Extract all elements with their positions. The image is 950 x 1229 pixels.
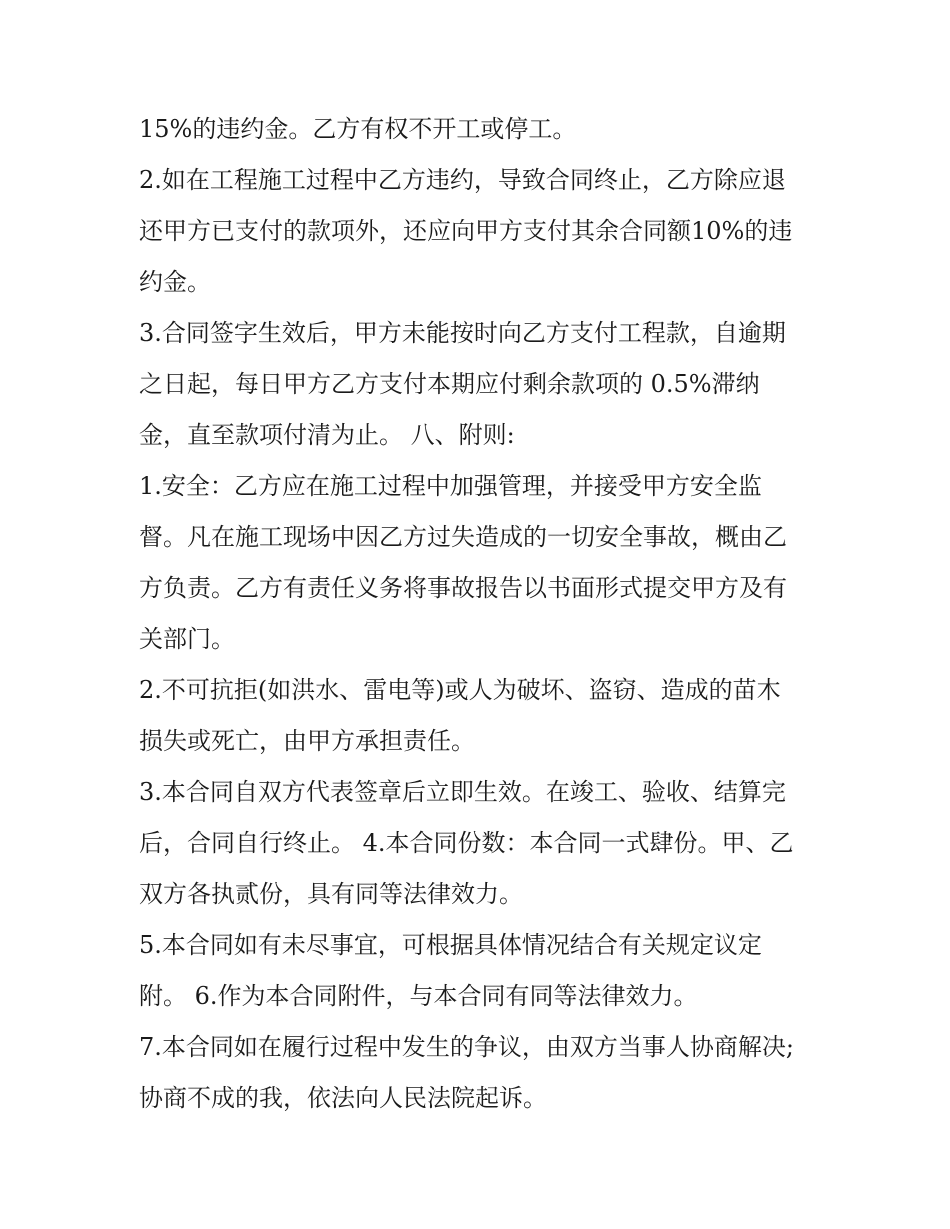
text-line: 还甲方已支付的款项外，还应向甲方支付其余合同额10%的违 (139, 217, 793, 245)
text-line: 督。凡在施工现场中因乙方过失造成的一切安全事故，概由乙 (139, 523, 787, 551)
text-line: 3.合同签字生效后，甲方未能按时向乙方支付工程款，自逾期 (139, 319, 786, 347)
text-line: 协商不成的我，依法向人民法院起诉。 (139, 1084, 547, 1112)
text-line: 附。 6.作为本合同附件，与本合同有同等法律效力。 (139, 982, 698, 1010)
text-line: 3.本合同自双方代表签章后立即生效。在竣工、验收、结算完 (139, 778, 786, 806)
text-line: 15%的违约金。乙方有权不开工或停工。 (139, 115, 577, 143)
text-line: 2.如在工程施工过程中乙方违约，导致合同终止，乙方除应退 (139, 166, 786, 194)
text-line: 之日起，每日甲方乙方支付本期应付剩余款项的 0.5%滞纳 (139, 370, 760, 398)
text-line: 1.安全：乙方应在施工过程中加强管理，并接受甲方安全监 (139, 472, 762, 500)
text-line: 损失或死亡，由甲方承担责任。 (139, 727, 475, 755)
text-line: 后，合同自行终止。 4.本合同份数：本合同一式肆份。甲、乙 (139, 829, 794, 857)
text-line: 2.不可抗拒(如洪水、雷电等)或人为破坏、盗窃、造成的苗木 (139, 676, 781, 704)
document-body (139, 104, 829, 1124)
text-line: 双方各执贰份，具有同等法律效力。 (139, 880, 523, 908)
text-line: 约金。 (139, 268, 211, 296)
text-line: 关部门。 (139, 625, 235, 653)
text-line: 方负责。乙方有责任义务将事故报告以书面形式提交甲方及有 (139, 574, 787, 602)
text-line: 5.本合同如有未尽事宜，可根据具体情况结合有关规定议定 (139, 931, 762, 959)
text-line: 金，直至款项付清为止。 八、附则: (139, 421, 515, 449)
text-line: 7.本合同如在履行过程中发生的争议，由双方当事人协商解决; (139, 1033, 794, 1061)
